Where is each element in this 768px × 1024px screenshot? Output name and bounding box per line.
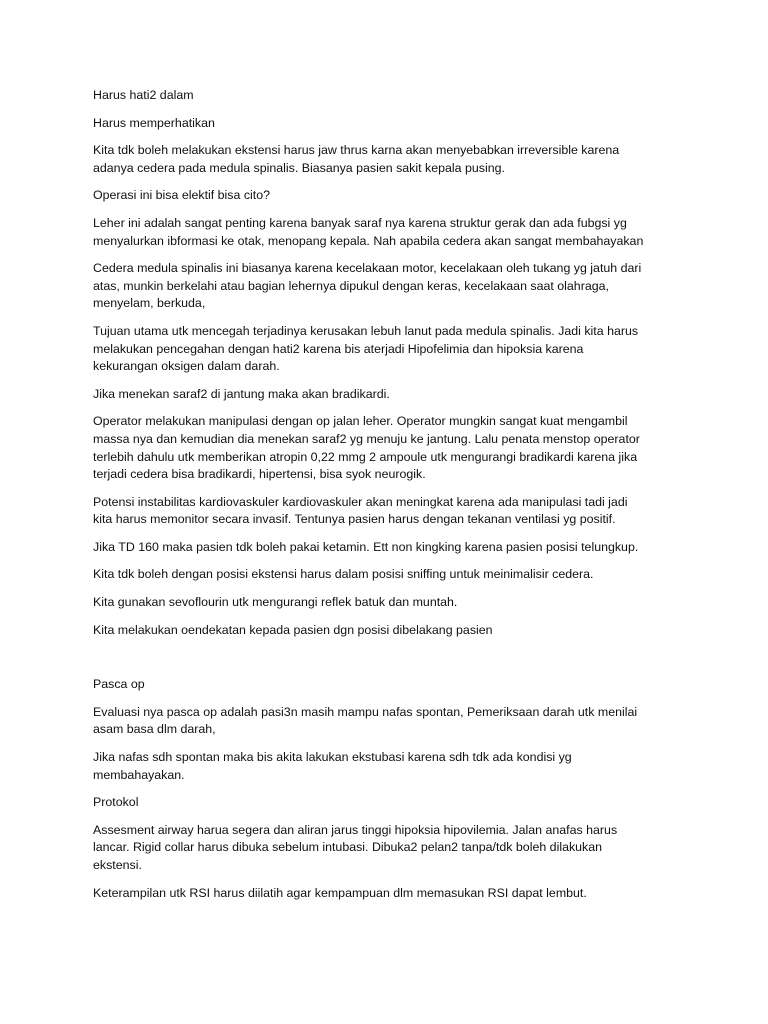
paragraph bbox=[93, 323, 678, 376]
text-line: Jika nafas sdh spontan maka bis akita lakukan ekstubasi karena sdh tdk ada kondisi yg bbox=[93, 750, 572, 765]
paragraph bbox=[93, 822, 678, 875]
text-line: Tujuan utama utk mencegah terjadinya kerusakan lebuh lanut pada medula spinalis. Jadi kita harus bbox=[93, 323, 639, 338]
paragraph bbox=[93, 187, 678, 205]
paragraph bbox=[93, 260, 678, 313]
text-line: menyalurkan ibformasi ke otak, menopang kepala. Nah apabila cedera akan sangat membahayakan bbox=[93, 233, 644, 248]
paragraph bbox=[93, 594, 678, 612]
text-line: Operasi ini bisa elektif bisa cito? bbox=[93, 188, 270, 203]
paragraph bbox=[93, 413, 678, 483]
text-line: Kita tdk boleh dengan posisi ekstensi harus dalam posisi sniffing untuk meinimalisir cedera. bbox=[93, 567, 594, 582]
text-line: Kita gunakan sevoflourin utk mengurangi reflek batuk dan muntah. bbox=[93, 595, 458, 610]
text-line: kita harus memonitor secara invasif. Tentunya pasien harus dengan tekanan ventilasi yg positif. bbox=[93, 512, 616, 527]
text-line: Kita tdk boleh melakukan ekstensi harus jaw thrus karna akan menyebabkan irreversible karena bbox=[93, 143, 620, 158]
text-line: Potensi instabilitas kardiovaskuler kardiovaskuler akan meningkat karena ada manipulasi tadi jadi bbox=[93, 494, 628, 509]
text-line: menyelam, berkuda, bbox=[93, 296, 206, 311]
text-line: Assesment airway harua segera dan aliran jarus tinggi hipoksia hipovilemia. Jalan anafas harus bbox=[93, 822, 618, 837]
text-line: massa nya dan kemudian dia menekan saraf2 yg menuju ke jantung. Lalu penata menstop operator bbox=[93, 431, 640, 446]
text-line: Pasca op bbox=[93, 677, 145, 692]
paragraph bbox=[93, 539, 678, 557]
text-line: lancar. Rigid collar harus dibuka sebelum intubasi. Dibuka2 pelan2 tanpa/tdk boleh dilakukan bbox=[93, 840, 603, 855]
text-line: Evaluasi nya pasca op adalah pasi3n masih mampu nafas spontan, Pemeriksaan darah utk menilai bbox=[93, 704, 638, 719]
text-line: asam basa dlm darah, bbox=[93, 722, 216, 737]
section-gap bbox=[93, 649, 678, 676]
paragraph bbox=[93, 704, 678, 739]
text-line: Jika TD 160 maka pasien tdk boleh pakai ketamin. Ett non kingking karena pasien posisi telungkup. bbox=[93, 539, 639, 554]
text-line: Operator melakukan manipulasi dengan op jalan leher. Operator mungkin sangat kuat mengambil bbox=[93, 414, 628, 429]
paragraph bbox=[93, 885, 678, 903]
paragraph bbox=[93, 215, 678, 250]
text-line: adanya cedera pada medula spinalis. Biasanya pasien sakit kepala pusing. bbox=[93, 160, 505, 175]
text-line: Keterampilan utk RSI harus diilatih agar kempampuan dlm memasukan RSI dapat lembut. bbox=[93, 885, 587, 900]
document-body-after bbox=[93, 676, 678, 902]
paragraph bbox=[93, 622, 678, 640]
text-line: Leher ini adalah sangat penting karena banyak saraf nya karena struktur gerak dan ada fubgsi yg bbox=[93, 215, 627, 230]
paragraph bbox=[93, 566, 678, 584]
text-line: Protokol bbox=[93, 795, 139, 810]
text-line: terlebih dahulu utk memberikan atropin 0,22 mmg 2 ampoule utk mengurangi bradikardi karena jika bbox=[93, 449, 638, 464]
text-line: ekstensi. bbox=[93, 858, 142, 872]
paragraph bbox=[93, 87, 678, 105]
text-line: Jika menekan saraf2 di jantung maka akan bradikardi. bbox=[93, 386, 390, 401]
text-line: membahayakan. bbox=[93, 767, 185, 782]
paragraph bbox=[93, 749, 678, 784]
text-line: terjadi cedera bisa bradikardi, hipertensi, bisa syok neurogik. bbox=[93, 467, 426, 482]
paragraph bbox=[93, 115, 678, 133]
text-line: Harus memperhatikan bbox=[93, 115, 215, 130]
text-line: Kita melakukan oendekatan kepada pasien dgn posisi dibelakang pasien bbox=[93, 622, 493, 637]
paragraph bbox=[93, 494, 678, 529]
paragraph bbox=[93, 676, 678, 694]
text-line: Cedera medula spinalis ini biasanya karena kecelakaan motor, kecelakaan oleh tukang yg jatuh dari bbox=[93, 261, 642, 276]
text-line: Harus hati2 dalam bbox=[93, 88, 194, 102]
document-body bbox=[93, 87, 678, 639]
text-line: melakukan pencegahan dengan hati2 karena bis aterjadi Hipofelimia dan hipoksia karena bbox=[93, 341, 584, 356]
paragraph bbox=[93, 386, 678, 404]
text-line: atas, munkin berkelahi atau bagian lehernya dipukul dengan keras, kecelakaan saat olahraga, bbox=[93, 278, 609, 293]
paragraph bbox=[93, 794, 678, 812]
paragraph bbox=[93, 142, 678, 177]
text-line: kekurangan oksigen dalam darah. bbox=[93, 359, 280, 374]
